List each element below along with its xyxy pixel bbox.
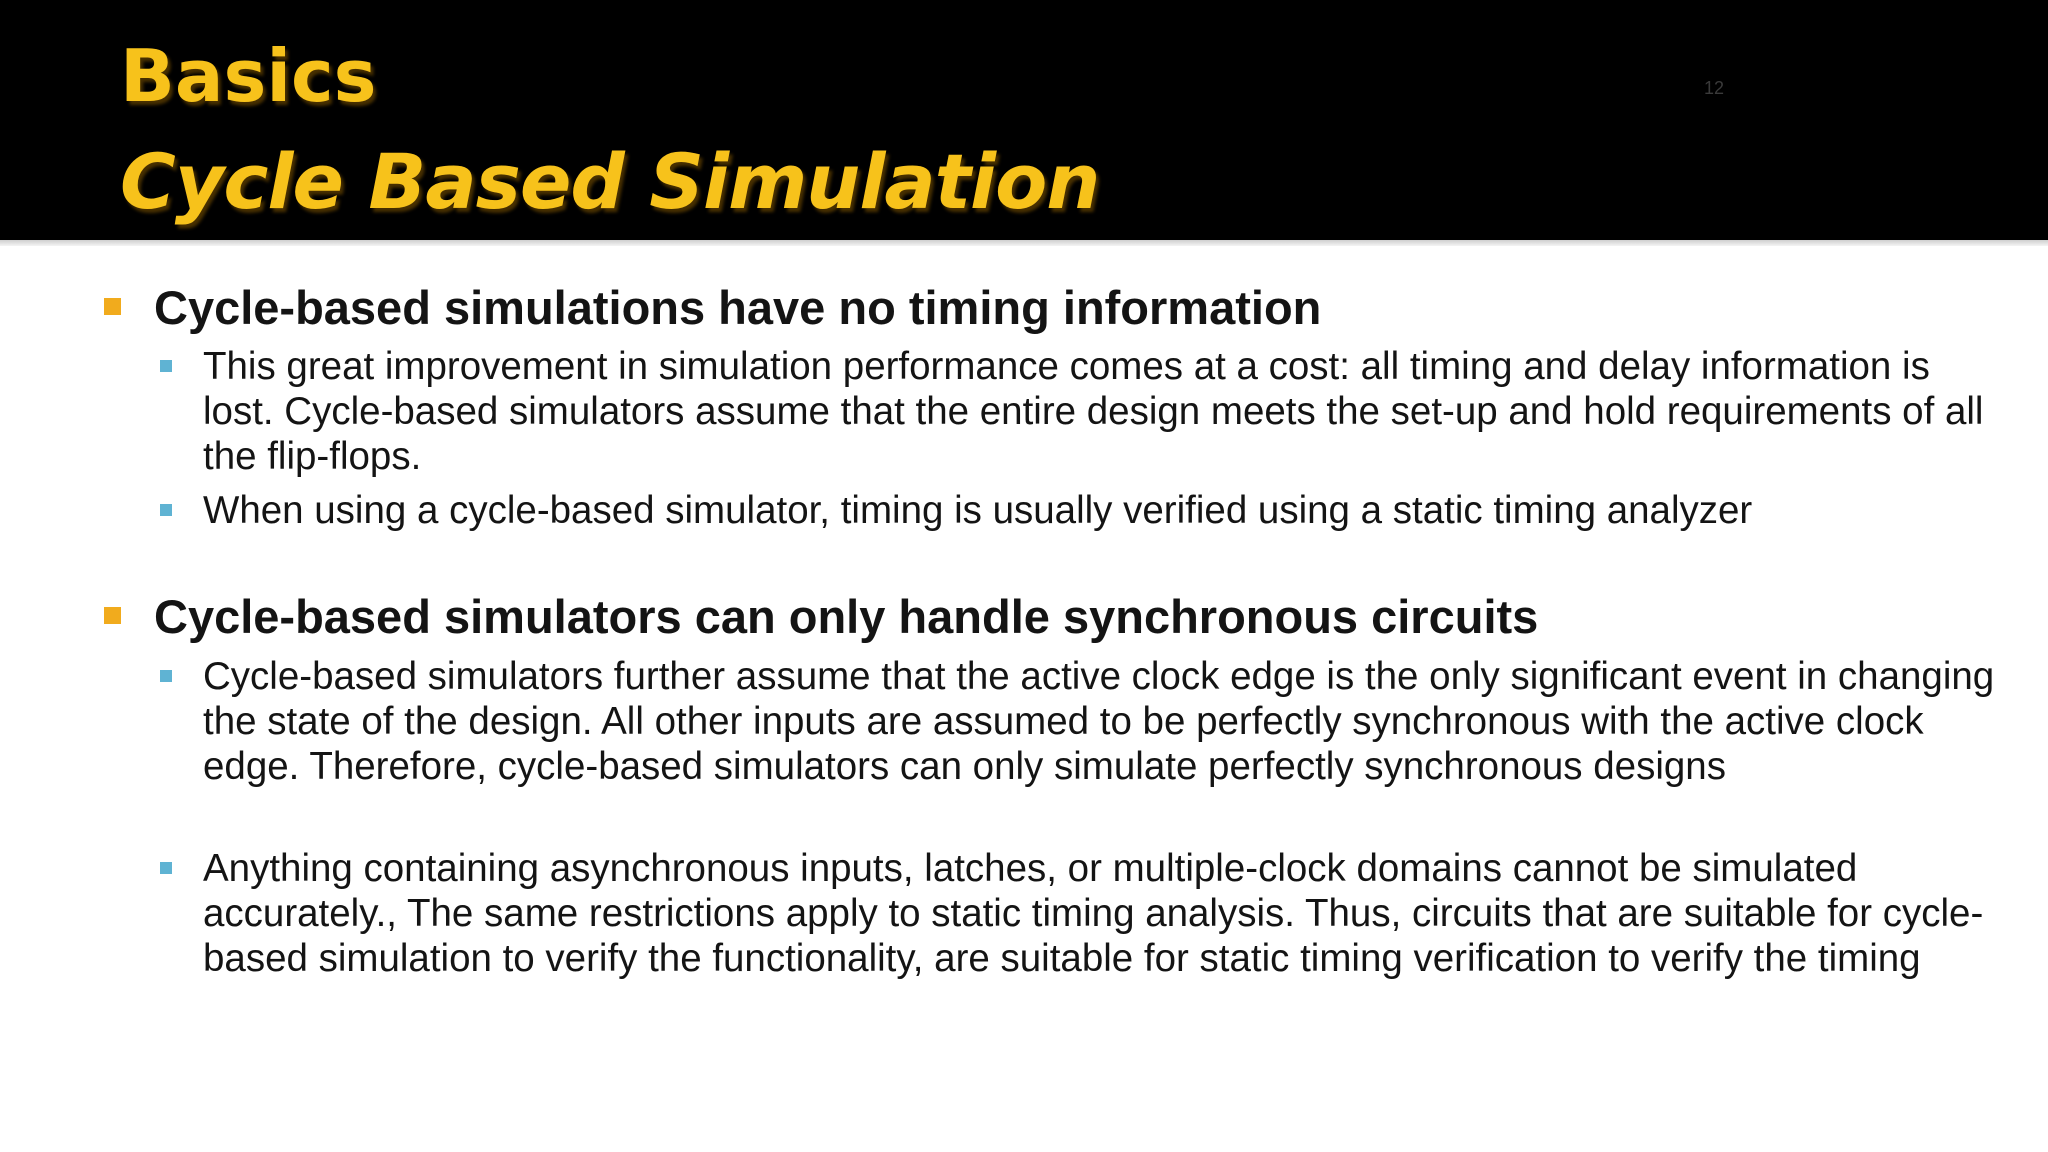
slide-subtitle: Cycle Based Simulation <box>120 137 1100 226</box>
bullet-point <box>203 488 2003 533</box>
square-bullet-icon <box>160 670 172 682</box>
title-band <box>0 0 2048 240</box>
section-heading-text: Cycle-based simulators can only handle synchronous circuits <box>154 590 1539 643</box>
section-heading-synchronous <box>154 587 1538 647</box>
bullet-point <box>203 846 2003 981</box>
square-bullet-icon <box>104 298 121 315</box>
section-heading-timing <box>154 278 1321 338</box>
slide-title: Basics <box>120 34 377 118</box>
bullet-point-text: Cycle-based simulators further assume that the active clock edge is the only significant event in changing the state of the design. All other inputs are assumed to be perfectly synchronous with the active clock edge. Therefore, cycle-based simulators can only simulate perfectly synchronous designs <box>203 655 1995 788</box>
slide-body <box>0 246 2048 1152</box>
section-heading-text: Cycle-based simulations have no timing information <box>154 281 1322 334</box>
bullet-point-text: Anything containing asynchronous inputs, latches, or multiple-clock domains cannot be simulated accurately., The same restrictions apply to static timing analysis. Thus, circuits that are suitable for cycle-based simulation to verify the functionality, are suitable for static timing verification to verify the timing <box>203 847 1984 980</box>
bullet-point <box>203 654 2003 789</box>
square-bullet-icon <box>160 360 172 372</box>
bullet-point-text: When using a cycle-based simulator, timing is usually verified using a static timing analyzer <box>203 489 1753 532</box>
bullet-point-text: This great improvement in simulation performance comes at a cost: all timing and delay information is lost. Cycle-based simulators assume that the entire design meets the set-up and hold requirements of all the flip-flops. <box>203 345 1984 478</box>
square-bullet-icon <box>104 607 121 624</box>
bullet-point <box>203 344 2003 479</box>
square-bullet-icon <box>160 862 172 874</box>
slide-number: 12 <box>1704 78 1725 98</box>
square-bullet-icon <box>160 504 172 516</box>
